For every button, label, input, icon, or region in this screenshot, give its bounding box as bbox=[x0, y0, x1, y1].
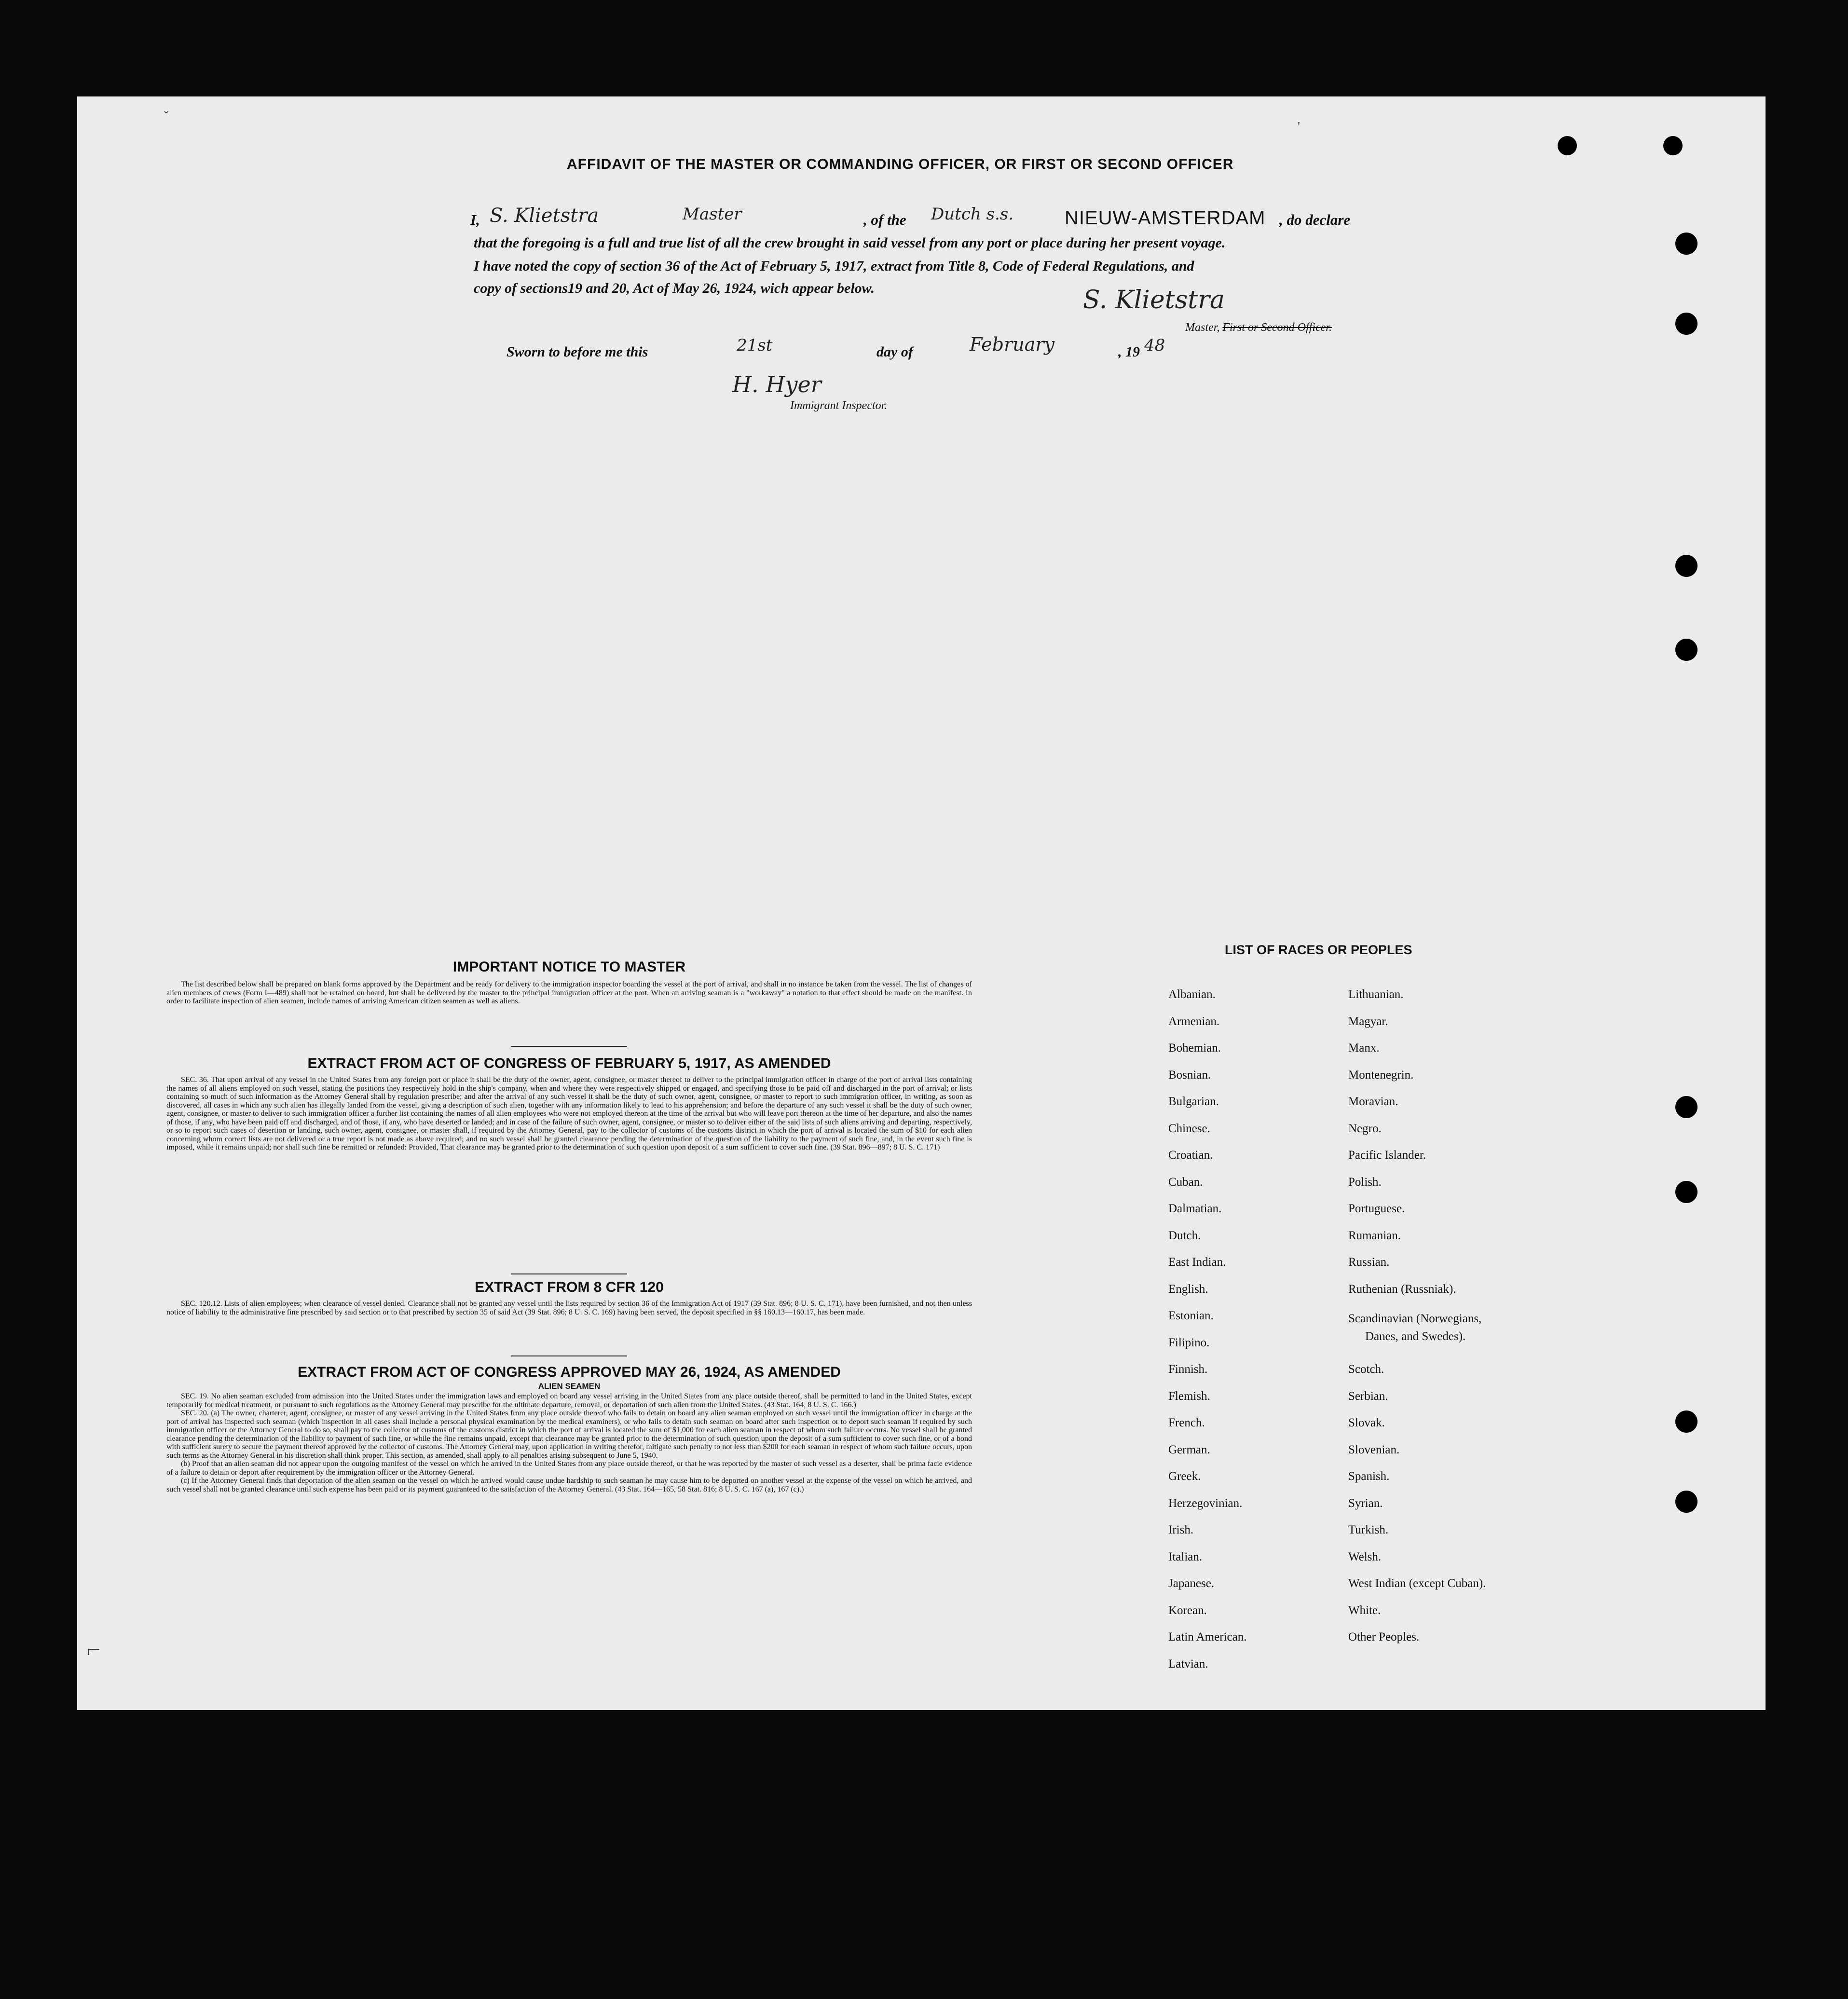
inspector-signature: H. Hyer bbox=[732, 371, 821, 397]
race-right: Russian. bbox=[1348, 1256, 1390, 1269]
race-left: German. bbox=[1168, 1443, 1210, 1456]
sworn-label: Sworn to before me this bbox=[506, 344, 648, 360]
extract-cfr-title: EXTRACT FROM 8 CFR 120 bbox=[475, 1279, 664, 1295]
race-right: Serbian. bbox=[1348, 1390, 1388, 1403]
race-left: Dutch. bbox=[1168, 1229, 1201, 1242]
declarant-name: S. Klietstra bbox=[490, 205, 599, 227]
extract-1917-paragraph: SEC. 36. That upon arrival of any vessel in the United States from any foreign port or place it shall be the duty of the owner, agent, consignee, or master thereof to deliver to the principal immigration officer in charge of the port of arrival lists containing the names of all aliens employed on such vessel, stating the positions they respectively hold in the ship's company, when and where they were respectively shipped or engaged, and specifying those to be paid off and discharged in the port of arrival; or lists containing so much of such information as the Attorney General shall by regulation prescribe; and after the arrival of any such vessel it shall be the duty of such owner, agent, consignee, or master to report to such immigration officer, in writing, as soon as discovered, all cases in which any such alien has illegally landed from the vessel, giving a description of such alien, together with any information likely to lead to his apprehension; and before the departure of any such vessel it shall be the duty of such owner, agent, consignee, or master to deliver to such immigration officer a further list containing the names of all alien employees who were not employed thereon at the time of the arrival but who will leave port thereon at the time of her departure, and also the names of those, if any, who have been paid off and discharged, and of those, if any, who have deserted or landed; and in case of the failure of such owner, agent, consignee, or master so to deliver either of the said lists of such aliens arriving and departing, respectively, or so to report such cases of desertion or landing, such owner, agent, consignee, or master shall, if required by the Attorney General, pay to the collector of customs of the customs district in which the port of arrival is located the sum of $10 for each alien concerning whom correct lists are not delivered or a true report is not made as above required; and no such vessel shall be granted clearance pending the determination of the question of the liability to the payment of such fine, and, in the event such fine is imposed, while it remains unpaid; nor shall such fine be remitted or refunded: Provided, That clearance may be granted prior to the determination of such question upon deposit of a sum sufficient to cover such fine. (39 Stat. 896—897; 8 U. S. C. 171) bbox=[166, 1076, 972, 1151]
inspector-caption: Immigrant Inspector. bbox=[790, 399, 888, 412]
punch-hole bbox=[1675, 1181, 1697, 1203]
race-left: Italian. bbox=[1168, 1550, 1203, 1563]
race-right: Ruthenian (Russniak). bbox=[1348, 1283, 1456, 1296]
race-left: Latvian. bbox=[1168, 1657, 1208, 1670]
vessel-name: NIEUW-AMSTERDAM bbox=[1065, 207, 1266, 229]
race-left: Estonian. bbox=[1168, 1309, 1214, 1322]
punch-hole bbox=[1663, 136, 1683, 155]
race-right: Lithuanian. bbox=[1348, 988, 1404, 1001]
sworn-day: 21st bbox=[737, 336, 773, 355]
race-right: Manx. bbox=[1348, 1041, 1380, 1054]
master-signature: S. Klietstra bbox=[1083, 286, 1225, 315]
stray-mark: ˇ bbox=[164, 109, 169, 124]
race-left: Latin American. bbox=[1168, 1630, 1247, 1643]
race-right: Other Peoples. bbox=[1348, 1630, 1420, 1643]
race-right: Negro. bbox=[1348, 1122, 1382, 1135]
extract-1924-subtitle: ALIEN SEAMEN bbox=[538, 1382, 601, 1391]
affidavit-line-4: copy of sections19 and 20, Act of May 26, 1924, wich appear below. bbox=[474, 280, 875, 296]
punch-hole bbox=[1675, 313, 1697, 335]
race-right: Rumanian. bbox=[1348, 1229, 1401, 1242]
extract-1917-text bbox=[166, 1076, 972, 1152]
race-left: French. bbox=[1168, 1416, 1205, 1429]
day-of-label: day of bbox=[876, 344, 913, 360]
race-left: Irish. bbox=[1168, 1523, 1194, 1536]
race-left: Chinese. bbox=[1168, 1122, 1210, 1135]
race-right: Magyar. bbox=[1348, 1015, 1388, 1028]
race-right: Syrian. bbox=[1348, 1497, 1383, 1510]
stray-mark: ⌐ bbox=[87, 1636, 101, 1663]
race-right: Pacific Islander. bbox=[1348, 1149, 1426, 1162]
punch-hole bbox=[1675, 1491, 1697, 1513]
do-declare-label: , do declare bbox=[1279, 211, 1351, 228]
punch-hole bbox=[1675, 639, 1697, 661]
punch-hole bbox=[1675, 233, 1697, 255]
race-left: Flemish. bbox=[1168, 1390, 1210, 1403]
race-left: Finnish. bbox=[1168, 1363, 1208, 1376]
notice-paragraph: The list described below shall be prepared on blank forms approved by the Department and be ready for delivery to the immigration inspector boarding the vessel at the port of arrival, and shall in no instance be taken from the vessel. The list of changes of alien members of crews (Form I—489) shall not be retained on board, but shall be delivered by the master to the principal immigration officer at the port. When an arriving seaman is a "workaway" a notation to that effect should be made on the manifest. In order to facilitate inspection of alien seamen, include names of arriving American citizen seamen as well as aliens. bbox=[166, 980, 972, 1005]
extract-1924-paragraph: SEC. 19. No alien seaman excluded from admission into the United States under the immigration laws and employed on board any vessel arriving in the United States from any place outside thereof, shall be permitted to land in the United States, except temporarily for medical treatment, or pursuant to such regulations as the Attorney General may prescribe for the ultimate departure, removal, or deportation of such alien from the United States. (43 Stat. 164, 8 U. S. C. 166.) bbox=[166, 1392, 972, 1409]
extract-cfr-text bbox=[166, 1300, 972, 1316]
of-the-label: , of the bbox=[863, 211, 906, 228]
affidavit-line-3: I have noted the copy of section 36 of the Act of February 5, 1917, extract from Title 8, Code of Federal Regulations, and bbox=[474, 258, 1194, 274]
punch-hole bbox=[1675, 1410, 1697, 1433]
notice-text bbox=[166, 980, 972, 1006]
race-right: Turkish. bbox=[1348, 1523, 1389, 1536]
signature-caption-master: Master, bbox=[1185, 321, 1220, 334]
signature-caption bbox=[1185, 321, 1332, 334]
race-left: Korean. bbox=[1168, 1604, 1207, 1617]
race-right: Moravian. bbox=[1348, 1095, 1398, 1108]
sworn-month: February bbox=[970, 334, 1055, 355]
divider bbox=[511, 1355, 627, 1356]
race-right: Polish. bbox=[1348, 1176, 1382, 1189]
race-right: Scotch. bbox=[1348, 1363, 1384, 1376]
extract-cfr-paragraph: SEC. 120.12. Lists of alien employees; when clearance of vessel denied. Clearance shall not be granted any vessel until the lists required by section 36 of the Immigration Act of 1917 (39 Stat. 896; 8 U. S. C. 171), have been furnished, and not then unless notice of liability to the administrative fine prescribed by said section or to that prescribed by section 35 of said Act (39 Stat. 896; 8 U. S. C. 169) having been served, the deposit specified in §§ 160.13—160.17, has been made. bbox=[166, 1300, 972, 1316]
race-right: West Indian (except Cuban). bbox=[1348, 1577, 1486, 1590]
races-title: LIST OF RACES OR PEOPLES bbox=[1225, 943, 1412, 957]
race-right: Danes, and Swedes). bbox=[1365, 1330, 1466, 1343]
punch-hole bbox=[1558, 136, 1577, 155]
extract-1924-title: EXTRACT FROM ACT OF CONGRESS APPROVED MAY 26, 1924, AS AMENDED bbox=[298, 1364, 841, 1380]
race-left: Croatian. bbox=[1168, 1149, 1213, 1162]
punch-hole bbox=[1675, 1096, 1697, 1118]
race-right: Welsh. bbox=[1348, 1550, 1382, 1563]
race-right: Spanish. bbox=[1348, 1470, 1390, 1483]
race-right: White. bbox=[1348, 1604, 1381, 1617]
extract-1917-title: EXTRACT FROM ACT OF CONGRESS OF FEBRUARY 5, 1917, AS AMENDED bbox=[307, 1055, 831, 1071]
divider bbox=[511, 1046, 627, 1047]
notice-title: IMPORTANT NOTICE TO MASTER bbox=[452, 959, 686, 975]
race-left: Filipino. bbox=[1168, 1336, 1210, 1349]
document-page bbox=[77, 96, 1766, 1710]
affidavit-title: AFFIDAVIT OF THE MASTER OR COMMANDING OFFICER, OR FIRST OR SECOND OFFICER bbox=[567, 156, 1234, 172]
race-left: Cuban. bbox=[1168, 1176, 1203, 1189]
race-left: Bulgarian. bbox=[1168, 1095, 1219, 1108]
stray-mark: ' bbox=[1298, 120, 1300, 135]
race-left: Japanese. bbox=[1168, 1577, 1215, 1590]
i-label: I, bbox=[470, 211, 480, 228]
year-prefix: , 19 bbox=[1118, 344, 1140, 360]
affidavit-line-2: that the foregoing is a full and true list of all the crew brought in said vessel from any port or place during her present voyage. bbox=[474, 235, 1226, 251]
race-right: Slovak. bbox=[1348, 1416, 1385, 1429]
race-right: Scandinavian (Norwegians, bbox=[1348, 1312, 1482, 1325]
race-left: Bohemian. bbox=[1168, 1041, 1221, 1054]
race-left: Bosnian. bbox=[1168, 1068, 1211, 1082]
extract-1924-text bbox=[166, 1392, 972, 1493]
race-left: Herzegovinian. bbox=[1168, 1497, 1243, 1510]
race-right: Portuguese. bbox=[1348, 1202, 1405, 1215]
extract-1924-paragraph: (c) If the Attorney General finds that deportation of the alien seaman on the vessel on which he arrived would cause undue hardship to such seaman he may cause him to be deported on another vessel at the expense of the vessel on which he arrived, and such vessel shall not be granted clearance until such expense has been paid or its payment guaranteed to the satisfaction of the Attorney General. (43 Stat. 164—165, 58 Stat. 816; 8 U. S. C. 167 (a), 167 (c).) bbox=[166, 1477, 972, 1493]
race-left: Greek. bbox=[1168, 1470, 1201, 1483]
race-left: Dalmatian. bbox=[1168, 1202, 1222, 1215]
signature-caption-struck: First or Second Officer. bbox=[1222, 321, 1332, 334]
race-right: Montenegrin. bbox=[1348, 1068, 1414, 1082]
race-right: Slovenian. bbox=[1348, 1443, 1400, 1456]
punch-hole bbox=[1675, 555, 1697, 577]
extract-1924-paragraph: SEC. 20. (a) The owner, charterer, agent, consignee, or master of any vessel arriving in the United States from any place outside thereof who fails to detain on board any alien seaman employed on such vessel until the immigration officer in charge at the port of arrival has inspected such seaman (which inspection in all cases shall include a personal physical examination by the medical examiners), or who fails to detain such seaman on board after such inspection or to deport such seaman if required by such immigration officer or the Attorney General to do so, shall pay to the collector of customs of the customs district in which the port of arrival is located the sum of $1,000 for each alien seaman in respect of whom such failure occurs. No vessel shall be granted clearance pending the determination of the liability to payment of such fine, or while the fine remains unpaid, except that clearance may be granted prior to the determination of such question upon the deposit of a sum sufficient to cover such fine, or of a bond with sufficient surety to secure the payment thereof approved by the collector of customs. The Attorney General may, upon application in writing therefor, mitigate such penalty to not less than $200 for each seaman in respect of whom such failure occurs, upon such terms as the Attorney General in his discretion shall think proper. This section, as amended, shall apply to all penalties arising subsequent to June 5, 1940. bbox=[166, 1409, 972, 1460]
race-left: Albanian. bbox=[1168, 988, 1216, 1001]
vessel-nationality: Dutch s.s. bbox=[931, 205, 1014, 224]
extract-1924-paragraph: (b) Proof that an alien seaman did not appear upon the outgoing manifest of the vessel on which he arrived in the United States from any place outside thereof, or that he was reported by the master of such vessel as a deserter, shall be prima facie evidence of a failure to detain or deport after requirement by the immigration officer or the Attorney General. bbox=[166, 1460, 972, 1477]
divider bbox=[511, 1273, 627, 1274]
race-left: Armenian. bbox=[1168, 1015, 1220, 1028]
declarant-rank: Master bbox=[683, 205, 742, 224]
race-left: East Indian. bbox=[1168, 1256, 1226, 1269]
sworn-year: 48 bbox=[1144, 336, 1165, 355]
race-left: English. bbox=[1168, 1283, 1208, 1296]
